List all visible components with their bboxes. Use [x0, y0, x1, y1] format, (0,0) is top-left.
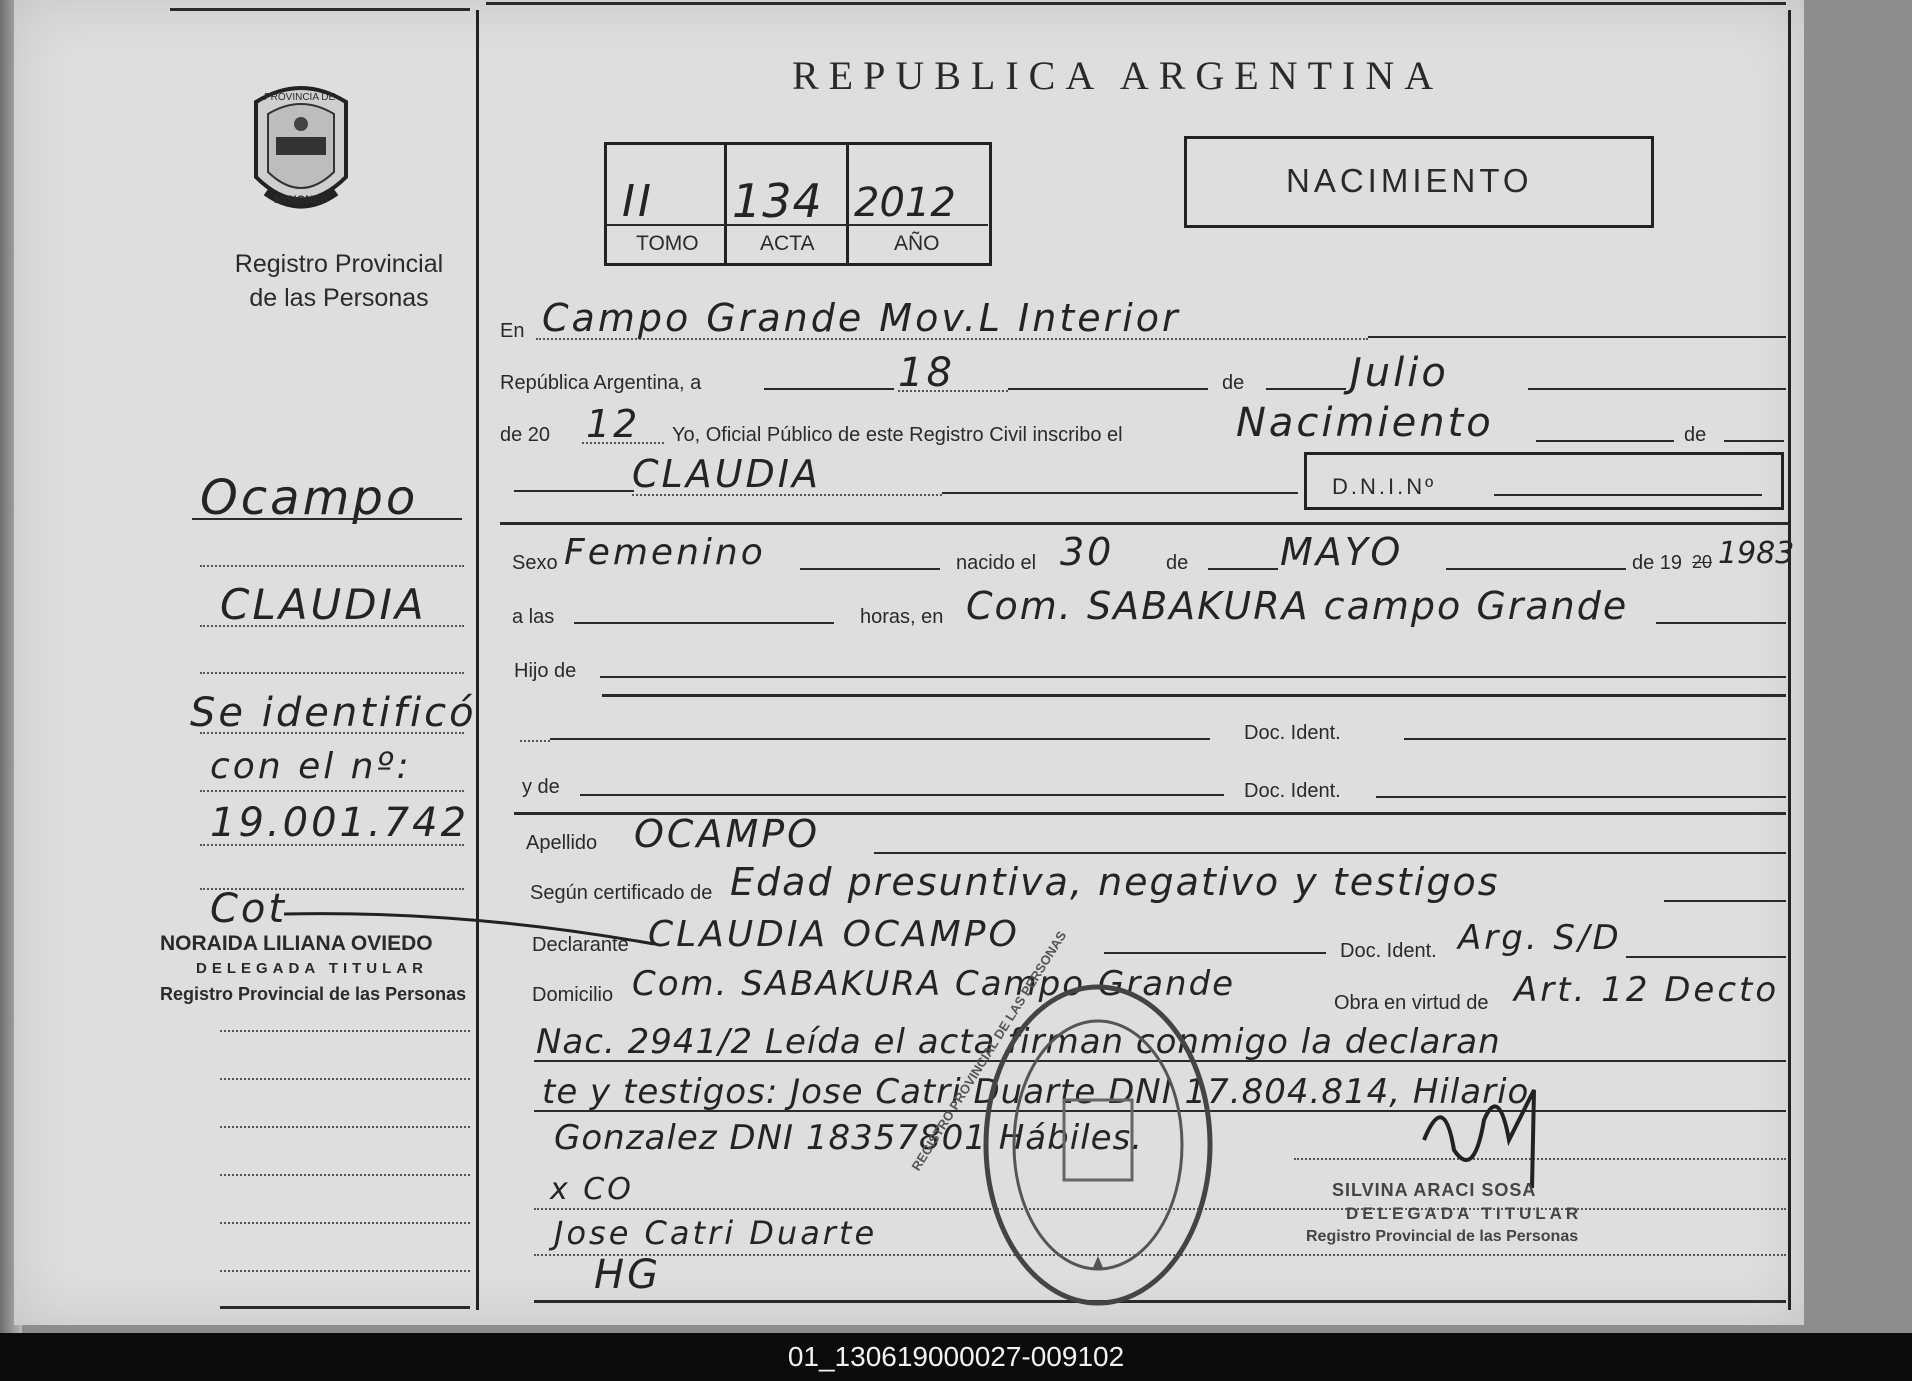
tomo-value: II — [622, 176, 654, 227]
label-sexo: Sexo — [512, 552, 558, 574]
label-republica: República Argentina, a — [500, 372, 702, 394]
label-y-de: y de — [522, 776, 560, 798]
margin-dots — [200, 790, 464, 792]
label-en: En — [500, 320, 525, 342]
dotted-line — [632, 494, 942, 496]
dotted-line — [582, 442, 664, 444]
fill-line — [1528, 388, 1786, 390]
round-seal-icon — [978, 980, 1218, 1310]
top-rule-left — [170, 8, 470, 11]
entry-authority: Art. 12 Decto — [1514, 970, 1780, 1010]
label-domicilio: Domicilio — [532, 984, 614, 1006]
acta-value: 134 — [732, 174, 823, 228]
entry-month: Julio — [1350, 350, 1449, 396]
margin-dots — [200, 625, 464, 627]
entry-year-suffix: 12 — [586, 402, 641, 446]
image-id-footer: 01_130619000027-009102 — [0, 1333, 1912, 1381]
label-de: de — [1684, 424, 1707, 446]
margin-dots — [220, 1222, 470, 1224]
signature-initials: HG — [594, 1252, 662, 1298]
fill-line — [1208, 568, 1278, 570]
reference-divider — [846, 142, 849, 264]
entry-birth-year: 1983 — [1718, 536, 1795, 571]
birth-record-page — [14, 0, 1804, 1325]
label-declarante: Declarante — [532, 934, 629, 956]
officer-office: Registro Provincial de las Personas — [1306, 1228, 1579, 1245]
struck-year-prefix: 20 — [1692, 552, 1713, 572]
dotted-line — [520, 740, 550, 742]
entry-address: Com. SABAKURA Campo Grande — [632, 964, 1236, 1004]
entry-birth-day: 30 — [1060, 530, 1115, 574]
fill-line — [580, 794, 1224, 796]
fill-line — [1656, 622, 1786, 624]
entry-certificate: Edad presuntiva, negativo y testigos — [730, 860, 1500, 904]
signature-witness: Jose Catri Duarte — [554, 1214, 878, 1252]
anio-value: 2012 — [854, 180, 956, 226]
label-de-19: de 19 — [1632, 552, 1683, 574]
margin-dots — [220, 1030, 470, 1032]
fill-line — [514, 490, 634, 492]
margin-surname: Ocampo — [200, 470, 419, 526]
label-apellido: Apellido — [526, 832, 598, 854]
entry-declarant-doc: Arg. S/D — [1458, 918, 1622, 958]
fill-line — [602, 694, 1786, 697]
fill-line — [550, 738, 1210, 740]
label-obra-en-virtud: Obra en virtud de — [1334, 992, 1489, 1014]
label-dni: D.N.I.Nº — [1332, 474, 1437, 499]
label-nacido-el: nacido el — [956, 552, 1037, 574]
label-horas-en: horas, en — [860, 606, 944, 628]
dotted-line — [536, 338, 1368, 340]
label-a-las: a las — [512, 606, 555, 628]
fill-line — [1104, 952, 1326, 954]
margin-dots — [220, 1126, 470, 1128]
fill-line — [574, 622, 834, 624]
emblem-bottom-text: MISIONES — [274, 194, 328, 206]
margin-dots — [220, 1078, 470, 1080]
margin-line — [192, 518, 462, 520]
seal-text: REGISTRO PROVINCIAL DE LAS PERSONAS — [908, 928, 1070, 1174]
acta-label: ACTA — [760, 232, 815, 255]
country-title: REPUBLICA ARGENTINA — [792, 53, 1444, 98]
reference-divider — [724, 142, 727, 264]
column-divider — [476, 10, 479, 1310]
fill-line — [1368, 336, 1786, 338]
registry-name-line2: de las Personas — [249, 284, 429, 312]
margin-note-line1: Se identificó — [190, 690, 477, 736]
margin-initials: Cot — [210, 886, 288, 932]
margin-dots — [200, 672, 464, 674]
margin-dots — [220, 1174, 470, 1176]
margin-dots — [200, 565, 464, 567]
delegate-office: Registro Provincial de las Personas — [160, 984, 467, 1004]
label-doc-ident: Doc. Ident. — [1340, 940, 1437, 962]
entry-sex: Femenino — [564, 532, 766, 573]
label-segun-certificado: Según certificado de — [530, 882, 713, 904]
connector-stroke — [284, 898, 664, 948]
label-de: de — [1166, 552, 1189, 574]
margin-dots — [200, 732, 464, 734]
fill-line — [1664, 900, 1786, 902]
record-type: NACIMIENTO — [1286, 162, 1533, 199]
fill-line — [1724, 440, 1784, 442]
fill-line — [1008, 388, 1208, 390]
section-rule — [500, 522, 1788, 525]
delegate-name: NORAIDA LILIANA OVIEDO — [160, 932, 433, 955]
fill-line — [1446, 568, 1626, 570]
margin-dots — [220, 1270, 470, 1272]
entry-declarant: CLAUDIA OCAMPO — [648, 914, 1020, 955]
label-hijo-de: Hijo de — [514, 660, 577, 682]
emblem-top-text: PROVINCIA DE — [264, 92, 336, 103]
notes-line2: te y testigos: Jose Catri Duarte DNI 17.804.814, Hilario — [542, 1072, 1530, 1112]
label-de: de — [1222, 372, 1245, 394]
dotted-line — [898, 390, 1008, 392]
entry-given-name: CLAUDIA — [632, 452, 821, 496]
entry-birth-month: MAYO — [1280, 530, 1404, 574]
label-de-20: de 20 — [500, 424, 551, 446]
label-doc-ident: Doc. Ident. — [1244, 780, 1341, 802]
entry-surname: OCAMPO — [634, 812, 821, 856]
fill-line — [1404, 738, 1786, 740]
notes-line1: Nac. 2941/2 Leída el acta firman conmigo la declaran — [536, 1022, 1501, 1062]
margin-note-line3: 19.001.742 — [210, 800, 470, 846]
officer-title: DELEGADA TITULAR — [1346, 1204, 1583, 1223]
margin-bottom-rule — [220, 1306, 470, 1309]
delegate-title: DELEGADA TITULAR — [196, 960, 428, 977]
label-yo-oficial: Yo, Oficial Público de este Registro Civil inscribo el — [672, 424, 1123, 446]
margin-dots — [200, 844, 464, 846]
fill-line — [942, 492, 1298, 494]
entry-day: 18 — [898, 350, 955, 396]
fill-line — [1494, 494, 1762, 496]
fill-line — [764, 388, 894, 390]
pen-stroke-icon — [284, 898, 664, 948]
fill-line — [800, 568, 940, 570]
misiones-emblem — [246, 82, 356, 222]
right-border — [1788, 10, 1791, 1310]
margin-note-line2: con el nº: — [210, 746, 412, 787]
margin-given-name: CLAUDIA — [220, 580, 427, 629]
fill-line — [1376, 796, 1786, 798]
tomo-label: TOMO — [636, 232, 699, 255]
entry-act: Nacimiento — [1236, 400, 1494, 446]
top-rule-right — [486, 2, 1786, 5]
officer-name: SILVINA ARACI SOSA — [1332, 1180, 1537, 1200]
fill-line — [1536, 440, 1674, 442]
fill-line — [874, 852, 1786, 854]
fill-line — [1626, 956, 1786, 958]
entry-birth-place: Com. SABAKURA campo Grande — [966, 584, 1629, 628]
entry-place: Campo Grande Mov.L Interior — [542, 296, 1181, 340]
anio-label: AÑO — [894, 232, 940, 255]
officer-signature — [1414, 1080, 1564, 1190]
fill-line — [600, 676, 1786, 678]
signature-scribble-icon — [1414, 1080, 1564, 1190]
notes-line3: Gonzalez DNI 18357801 Hábiles. — [554, 1118, 1144, 1158]
signature-mark: x CO — [550, 1172, 634, 1207]
registry-name-line1: Registro Provincial — [234, 250, 444, 278]
label-doc-ident: Doc. Ident. — [1244, 722, 1341, 744]
fill-line — [1266, 388, 1346, 390]
